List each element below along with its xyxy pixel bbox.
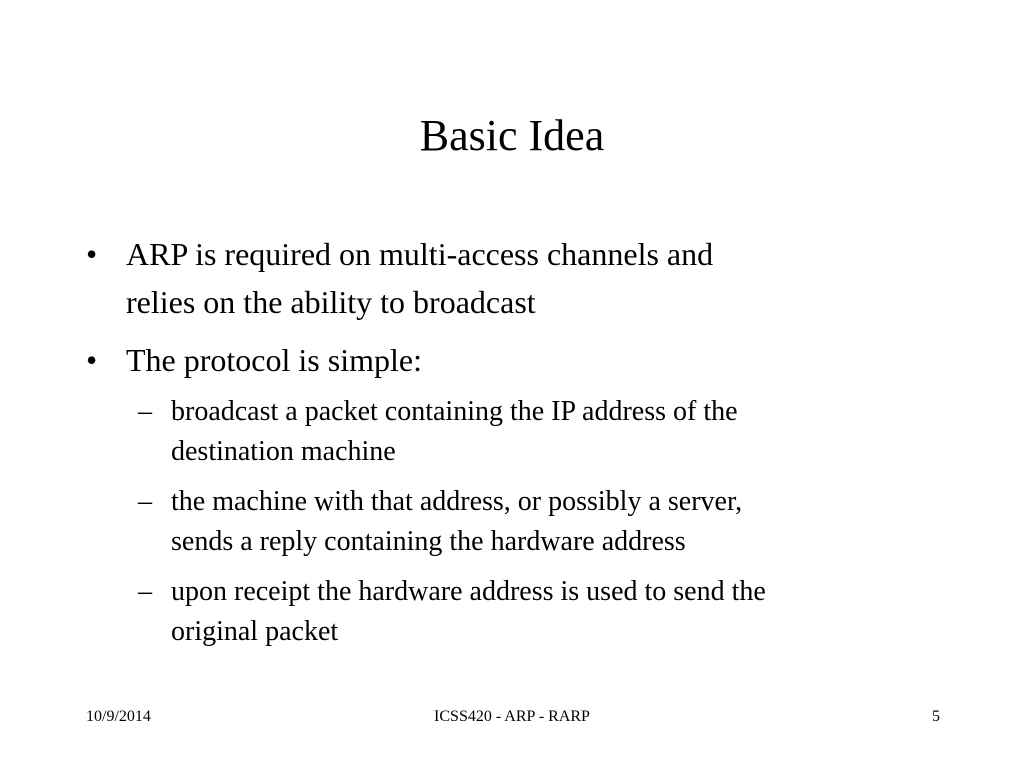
- bullet-marker: •: [86, 342, 98, 378]
- slide-number: 5: [932, 708, 940, 725]
- subbullet-item: [138, 482, 938, 562]
- subbullet-text-line: upon receipt the hardware address is used to send the: [171, 576, 766, 607]
- bullet-text-line: relies on the ability to broadcast: [126, 284, 536, 320]
- subbullet-marker: –: [138, 396, 152, 427]
- subbullet-text-line: destination machine: [171, 436, 396, 467]
- bullet-text-line: The protocol is simple:: [126, 342, 422, 378]
- bullet-item: [86, 230, 916, 326]
- footer-date: 10/9/2014: [86, 708, 151, 725]
- bullet-marker: •: [86, 236, 98, 272]
- subbullet-marker: –: [138, 576, 152, 607]
- subbullet-text-line: broadcast a packet containing the IP address of the: [171, 396, 738, 427]
- bullet-text-line: ARP is required on multi-access channels and: [126, 236, 714, 272]
- subbullet-text-line: sends a reply containing the hardware address: [171, 526, 686, 557]
- subbullet-text-line: the machine with that address, or possibly a server,: [171, 486, 743, 517]
- bullet-item: [86, 336, 916, 384]
- footer-title: ICSS420 - ARP - RARP: [434, 708, 590, 725]
- slide-title: Basic Idea: [419, 111, 605, 160]
- subbullet-item: [138, 572, 938, 652]
- subbullet-item: [138, 392, 938, 472]
- subbullet-text-line: original packet: [171, 616, 339, 647]
- subbullet-marker: –: [138, 486, 152, 517]
